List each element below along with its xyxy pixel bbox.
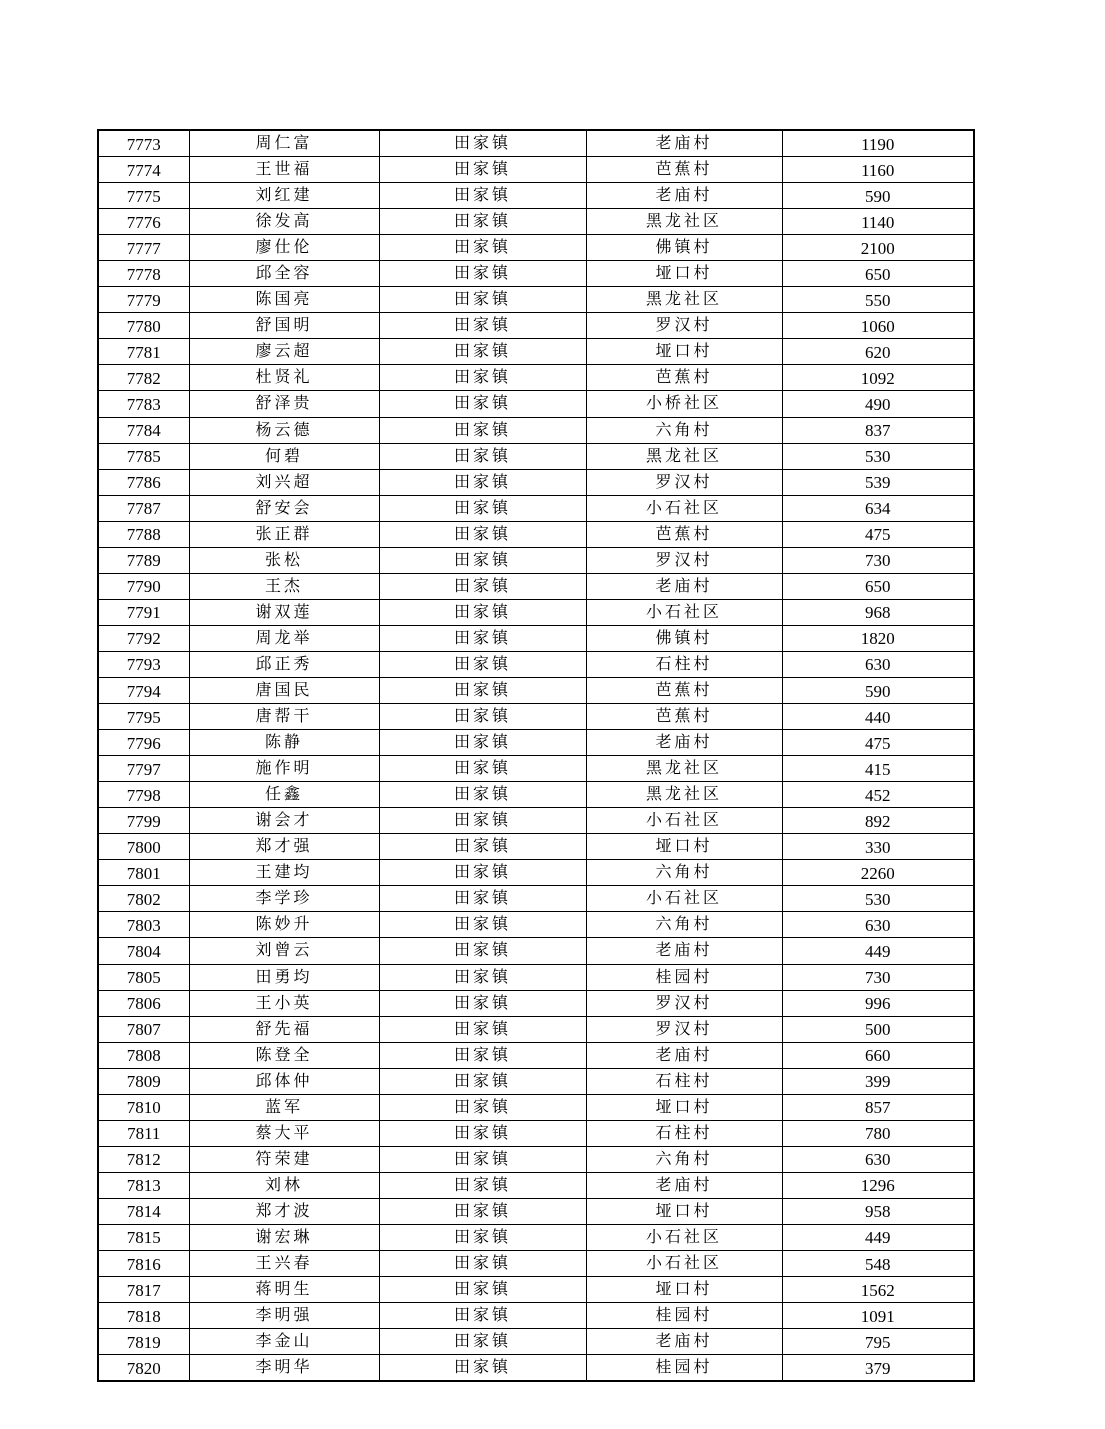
cell-amount: 837: [782, 417, 974, 443]
table-row: [98, 1042, 974, 1068]
cell-name: 刘红建: [189, 183, 379, 209]
table-row: [98, 469, 974, 495]
table-row: [98, 391, 974, 417]
cell-id: 7806: [98, 990, 189, 1016]
cell-amount: 958: [782, 1198, 974, 1224]
cell-village: 老庙村: [586, 1172, 782, 1198]
cell-name: 徐发高: [189, 209, 379, 235]
cell-name: 蓝军: [189, 1094, 379, 1120]
cell-town: 田家镇: [379, 677, 586, 703]
table-row: [98, 183, 974, 209]
table-row: [98, 495, 974, 521]
cell-id: 7801: [98, 860, 189, 886]
table-row: [98, 547, 974, 573]
cell-amount: 1562: [782, 1277, 974, 1303]
cell-village: 芭蕉村: [586, 521, 782, 547]
cell-id: 7820: [98, 1355, 189, 1382]
cell-town: 田家镇: [379, 1224, 586, 1250]
cell-amount: 475: [782, 730, 974, 756]
cell-village: 老庙村: [586, 183, 782, 209]
cell-town: 田家镇: [379, 1146, 586, 1172]
cell-village: 芭蕉村: [586, 365, 782, 391]
cell-amount: 330: [782, 834, 974, 860]
cell-town: 田家镇: [379, 391, 586, 417]
cell-name: 张正群: [189, 521, 379, 547]
cell-amount: 590: [782, 183, 974, 209]
cell-village: 罗汉村: [586, 313, 782, 339]
cell-amount: 795: [782, 1329, 974, 1355]
cell-name: 符荣建: [189, 1146, 379, 1172]
table-row: [98, 808, 974, 834]
table-row: [98, 651, 974, 677]
cell-name: 陈妙升: [189, 912, 379, 938]
table-row: [98, 130, 974, 157]
cell-town: 田家镇: [379, 573, 586, 599]
cell-amount: 449: [782, 1224, 974, 1250]
data-table: [97, 129, 975, 1382]
cell-name: 邱正秀: [189, 651, 379, 677]
table-row: [98, 339, 974, 365]
table-body: [98, 130, 974, 1381]
cell-town: 田家镇: [379, 209, 586, 235]
table-row: [98, 704, 974, 730]
cell-village: 老庙村: [586, 130, 782, 157]
cell-village: 石柱村: [586, 1120, 782, 1146]
cell-id: 7778: [98, 261, 189, 287]
cell-id: 7812: [98, 1146, 189, 1172]
cell-id: 7791: [98, 599, 189, 625]
cell-name: 王建均: [189, 860, 379, 886]
table-row: [98, 1068, 974, 1094]
cell-id: 7795: [98, 704, 189, 730]
cell-town: 田家镇: [379, 1094, 586, 1120]
cell-amount: 1160: [782, 157, 974, 183]
cell-name: 谢会才: [189, 808, 379, 834]
cell-id: 7804: [98, 938, 189, 964]
table-row: [98, 417, 974, 443]
table-row: [98, 1224, 974, 1250]
cell-id: 7787: [98, 495, 189, 521]
cell-id: 7786: [98, 469, 189, 495]
table-row: [98, 209, 974, 235]
cell-amount: 634: [782, 495, 974, 521]
cell-amount: 630: [782, 651, 974, 677]
cell-village: 芭蕉村: [586, 677, 782, 703]
table-row: [98, 625, 974, 651]
cell-village: 佛镇村: [586, 625, 782, 651]
cell-town: 田家镇: [379, 521, 586, 547]
cell-village: 罗汉村: [586, 990, 782, 1016]
cell-village: 黑龙社区: [586, 287, 782, 313]
cell-amount: 630: [782, 1146, 974, 1172]
cell-name: 邱全容: [189, 261, 379, 287]
cell-town: 田家镇: [379, 651, 586, 677]
cell-village: 桂园村: [586, 964, 782, 990]
table-row: [98, 886, 974, 912]
cell-amount: 490: [782, 391, 974, 417]
cell-id: 7807: [98, 1016, 189, 1042]
cell-id: 7805: [98, 964, 189, 990]
cell-amount: 539: [782, 469, 974, 495]
table-row: [98, 287, 974, 313]
cell-amount: 780: [782, 1120, 974, 1146]
cell-town: 田家镇: [379, 1042, 586, 1068]
cell-town: 田家镇: [379, 130, 586, 157]
table-row: [98, 1303, 974, 1329]
table-row: [98, 1094, 974, 1120]
cell-amount: 996: [782, 990, 974, 1016]
table-row: [98, 573, 974, 599]
cell-name: 舒泽贵: [189, 391, 379, 417]
cell-town: 田家镇: [379, 912, 586, 938]
cell-id: 7779: [98, 287, 189, 313]
cell-village: 老庙村: [586, 1042, 782, 1068]
cell-village: 黑龙社区: [586, 443, 782, 469]
table-row: [98, 313, 974, 339]
table-row: [98, 1016, 974, 1042]
cell-village: 罗汉村: [586, 469, 782, 495]
table-row: [98, 1120, 974, 1146]
cell-amount: 548: [782, 1251, 974, 1277]
cell-town: 田家镇: [379, 808, 586, 834]
table-row: [98, 1198, 974, 1224]
cell-id: 7780: [98, 313, 189, 339]
table-row: [98, 1277, 974, 1303]
table-row: [98, 964, 974, 990]
cell-id: 7813: [98, 1172, 189, 1198]
cell-town: 田家镇: [379, 964, 586, 990]
cell-id: 7773: [98, 130, 189, 157]
table-row: [98, 782, 974, 808]
cell-amount: 730: [782, 547, 974, 573]
cell-name: 王小英: [189, 990, 379, 1016]
cell-name: 邱体仲: [189, 1068, 379, 1094]
cell-id: 7809: [98, 1068, 189, 1094]
cell-village: 小石社区: [586, 495, 782, 521]
cell-town: 田家镇: [379, 625, 586, 651]
cell-id: 7781: [98, 339, 189, 365]
table-row: [98, 912, 974, 938]
cell-town: 田家镇: [379, 157, 586, 183]
cell-name: 谢宏琳: [189, 1224, 379, 1250]
cell-name: 田勇均: [189, 964, 379, 990]
table-row: [98, 443, 974, 469]
cell-name: 陈登全: [189, 1042, 379, 1068]
cell-amount: 1140: [782, 209, 974, 235]
cell-id: 7796: [98, 730, 189, 756]
cell-amount: 1092: [782, 365, 974, 391]
cell-village: 罗汉村: [586, 547, 782, 573]
cell-amount: 590: [782, 677, 974, 703]
cell-id: 7782: [98, 365, 189, 391]
cell-id: 7818: [98, 1303, 189, 1329]
cell-id: 7803: [98, 912, 189, 938]
cell-amount: 530: [782, 886, 974, 912]
cell-amount: 475: [782, 521, 974, 547]
cell-name: 陈国亮: [189, 287, 379, 313]
cell-name: 舒国明: [189, 313, 379, 339]
cell-amount: 1820: [782, 625, 974, 651]
cell-village: 小石社区: [586, 599, 782, 625]
cell-town: 田家镇: [379, 1303, 586, 1329]
cell-name: 唐国民: [189, 677, 379, 703]
cell-town: 田家镇: [379, 1251, 586, 1277]
cell-name: 陈静: [189, 730, 379, 756]
cell-amount: 968: [782, 599, 974, 625]
table-row: [98, 730, 974, 756]
cell-amount: 1060: [782, 313, 974, 339]
cell-village: 小石社区: [586, 808, 782, 834]
cell-village: 小石社区: [586, 1251, 782, 1277]
cell-village: 小石社区: [586, 886, 782, 912]
cell-id: 7799: [98, 808, 189, 834]
table-row: [98, 261, 974, 287]
table-row: [98, 1251, 974, 1277]
cell-town: 田家镇: [379, 443, 586, 469]
cell-name: 任鑫: [189, 782, 379, 808]
cell-amount: 1296: [782, 1172, 974, 1198]
cell-amount: 660: [782, 1042, 974, 1068]
cell-village: 六角村: [586, 1146, 782, 1172]
table-row: [98, 599, 974, 625]
table-row: [98, 521, 974, 547]
cell-name: 施作明: [189, 756, 379, 782]
cell-id: 7816: [98, 1251, 189, 1277]
cell-id: 7798: [98, 782, 189, 808]
cell-amount: 630: [782, 912, 974, 938]
cell-village: 黑龙社区: [586, 756, 782, 782]
cell-town: 田家镇: [379, 1120, 586, 1146]
cell-town: 田家镇: [379, 1198, 586, 1224]
cell-id: 7788: [98, 521, 189, 547]
cell-town: 田家镇: [379, 1016, 586, 1042]
cell-town: 田家镇: [379, 469, 586, 495]
cell-name: 郑才强: [189, 834, 379, 860]
table-row: [98, 860, 974, 886]
cell-amount: 1190: [782, 130, 974, 157]
cell-amount: 650: [782, 573, 974, 599]
cell-town: 田家镇: [379, 365, 586, 391]
cell-id: 7793: [98, 651, 189, 677]
cell-village: 石柱村: [586, 651, 782, 677]
cell-name: 廖仕伦: [189, 235, 379, 261]
table-row: [98, 1172, 974, 1198]
cell-town: 田家镇: [379, 339, 586, 365]
table-row: [98, 157, 974, 183]
cell-id: 7794: [98, 677, 189, 703]
table-row: [98, 365, 974, 391]
cell-village: 六角村: [586, 912, 782, 938]
cell-name: 李明华: [189, 1355, 379, 1382]
cell-name: 舒先福: [189, 1016, 379, 1042]
cell-town: 田家镇: [379, 938, 586, 964]
cell-amount: 857: [782, 1094, 974, 1120]
cell-name: 李学珍: [189, 886, 379, 912]
cell-village: 垭口村: [586, 1094, 782, 1120]
cell-amount: 379: [782, 1355, 974, 1382]
cell-town: 田家镇: [379, 782, 586, 808]
cell-name: 张松: [189, 547, 379, 573]
cell-village: 六角村: [586, 417, 782, 443]
cell-village: 垭口村: [586, 261, 782, 287]
cell-name: 杜贤礼: [189, 365, 379, 391]
cell-town: 田家镇: [379, 704, 586, 730]
cell-village: 老庙村: [586, 730, 782, 756]
cell-village: 桂园村: [586, 1303, 782, 1329]
cell-name: 李金山: [189, 1329, 379, 1355]
cell-town: 田家镇: [379, 417, 586, 443]
cell-village: 芭蕉村: [586, 157, 782, 183]
cell-id: 7811: [98, 1120, 189, 1146]
cell-id: 7815: [98, 1224, 189, 1250]
cell-amount: 620: [782, 339, 974, 365]
cell-name: 刘曾云: [189, 938, 379, 964]
cell-id: 7810: [98, 1094, 189, 1120]
table-row: [98, 1329, 974, 1355]
cell-amount: 730: [782, 964, 974, 990]
cell-town: 田家镇: [379, 287, 586, 313]
cell-village: 佛镇村: [586, 235, 782, 261]
cell-name: 唐帮干: [189, 704, 379, 730]
cell-name: 郑才波: [189, 1198, 379, 1224]
cell-village: 小桥社区: [586, 391, 782, 417]
cell-village: 老庙村: [586, 1329, 782, 1355]
cell-town: 田家镇: [379, 547, 586, 573]
cell-name: 刘林: [189, 1172, 379, 1198]
cell-amount: 415: [782, 756, 974, 782]
cell-village: 黑龙社区: [586, 209, 782, 235]
cell-name: 周龙举: [189, 625, 379, 651]
table-row: [98, 834, 974, 860]
cell-amount: 449: [782, 938, 974, 964]
cell-id: 7802: [98, 886, 189, 912]
cell-town: 田家镇: [379, 495, 586, 521]
cell-id: 7819: [98, 1329, 189, 1355]
table-row: [98, 756, 974, 782]
cell-id: 7817: [98, 1277, 189, 1303]
cell-amount: 530: [782, 443, 974, 469]
table-row: [98, 1146, 974, 1172]
cell-village: 芭蕉村: [586, 704, 782, 730]
cell-town: 田家镇: [379, 313, 586, 339]
cell-name: 杨云德: [189, 417, 379, 443]
cell-amount: 2100: [782, 235, 974, 261]
cell-amount: 440: [782, 704, 974, 730]
cell-id: 7797: [98, 756, 189, 782]
cell-amount: 452: [782, 782, 974, 808]
cell-town: 田家镇: [379, 1355, 586, 1382]
cell-id: 7777: [98, 235, 189, 261]
cell-id: 7776: [98, 209, 189, 235]
cell-village: 垭口村: [586, 834, 782, 860]
cell-name: 舒安会: [189, 495, 379, 521]
cell-village: 黑龙社区: [586, 782, 782, 808]
cell-village: 垭口村: [586, 1277, 782, 1303]
table-row: [98, 677, 974, 703]
cell-village: 小石社区: [586, 1224, 782, 1250]
cell-name: 王杰: [189, 573, 379, 599]
cell-id: 7789: [98, 547, 189, 573]
cell-id: 7808: [98, 1042, 189, 1068]
cell-name: 廖云超: [189, 339, 379, 365]
cell-name: 蒋明生: [189, 1277, 379, 1303]
cell-id: 7790: [98, 573, 189, 599]
cell-name: 谢双莲: [189, 599, 379, 625]
cell-town: 田家镇: [379, 183, 586, 209]
cell-name: 何碧: [189, 443, 379, 469]
cell-town: 田家镇: [379, 1172, 586, 1198]
cell-amount: 500: [782, 1016, 974, 1042]
cell-amount: 399: [782, 1068, 974, 1094]
cell-village: 六角村: [586, 860, 782, 886]
cell-town: 田家镇: [379, 756, 586, 782]
cell-id: 7785: [98, 443, 189, 469]
cell-id: 7775: [98, 183, 189, 209]
cell-town: 田家镇: [379, 834, 586, 860]
cell-village: 老庙村: [586, 573, 782, 599]
cell-name: 蔡大平: [189, 1120, 379, 1146]
cell-amount: 892: [782, 808, 974, 834]
cell-town: 田家镇: [379, 1277, 586, 1303]
cell-village: 罗汉村: [586, 1016, 782, 1042]
cell-id: 7792: [98, 625, 189, 651]
cell-village: 老庙村: [586, 938, 782, 964]
cell-town: 田家镇: [379, 990, 586, 1016]
cell-village: 桂园村: [586, 1355, 782, 1382]
cell-village: 垭口村: [586, 1198, 782, 1224]
cell-town: 田家镇: [379, 235, 586, 261]
cell-name: 王世福: [189, 157, 379, 183]
cell-town: 田家镇: [379, 1068, 586, 1094]
cell-town: 田家镇: [379, 1329, 586, 1355]
cell-name: 刘兴超: [189, 469, 379, 495]
cell-name: 李明强: [189, 1303, 379, 1329]
cell-id: 7784: [98, 417, 189, 443]
table-row: [98, 990, 974, 1016]
cell-id: 7800: [98, 834, 189, 860]
cell-amount: 550: [782, 287, 974, 313]
cell-amount: 2260: [782, 860, 974, 886]
table-row: [98, 938, 974, 964]
cell-id: 7814: [98, 1198, 189, 1224]
table-row: [98, 1355, 974, 1382]
cell-name: 王兴春: [189, 1251, 379, 1277]
cell-town: 田家镇: [379, 886, 586, 912]
cell-town: 田家镇: [379, 730, 586, 756]
cell-town: 田家镇: [379, 599, 586, 625]
cell-name: 周仁富: [189, 130, 379, 157]
cell-id: 7783: [98, 391, 189, 417]
cell-town: 田家镇: [379, 860, 586, 886]
cell-id: 7774: [98, 157, 189, 183]
cell-village: 垭口村: [586, 339, 782, 365]
table-row: [98, 235, 974, 261]
cell-amount: 1091: [782, 1303, 974, 1329]
cell-village: 石柱村: [586, 1068, 782, 1094]
cell-amount: 650: [782, 261, 974, 287]
cell-town: 田家镇: [379, 261, 586, 287]
